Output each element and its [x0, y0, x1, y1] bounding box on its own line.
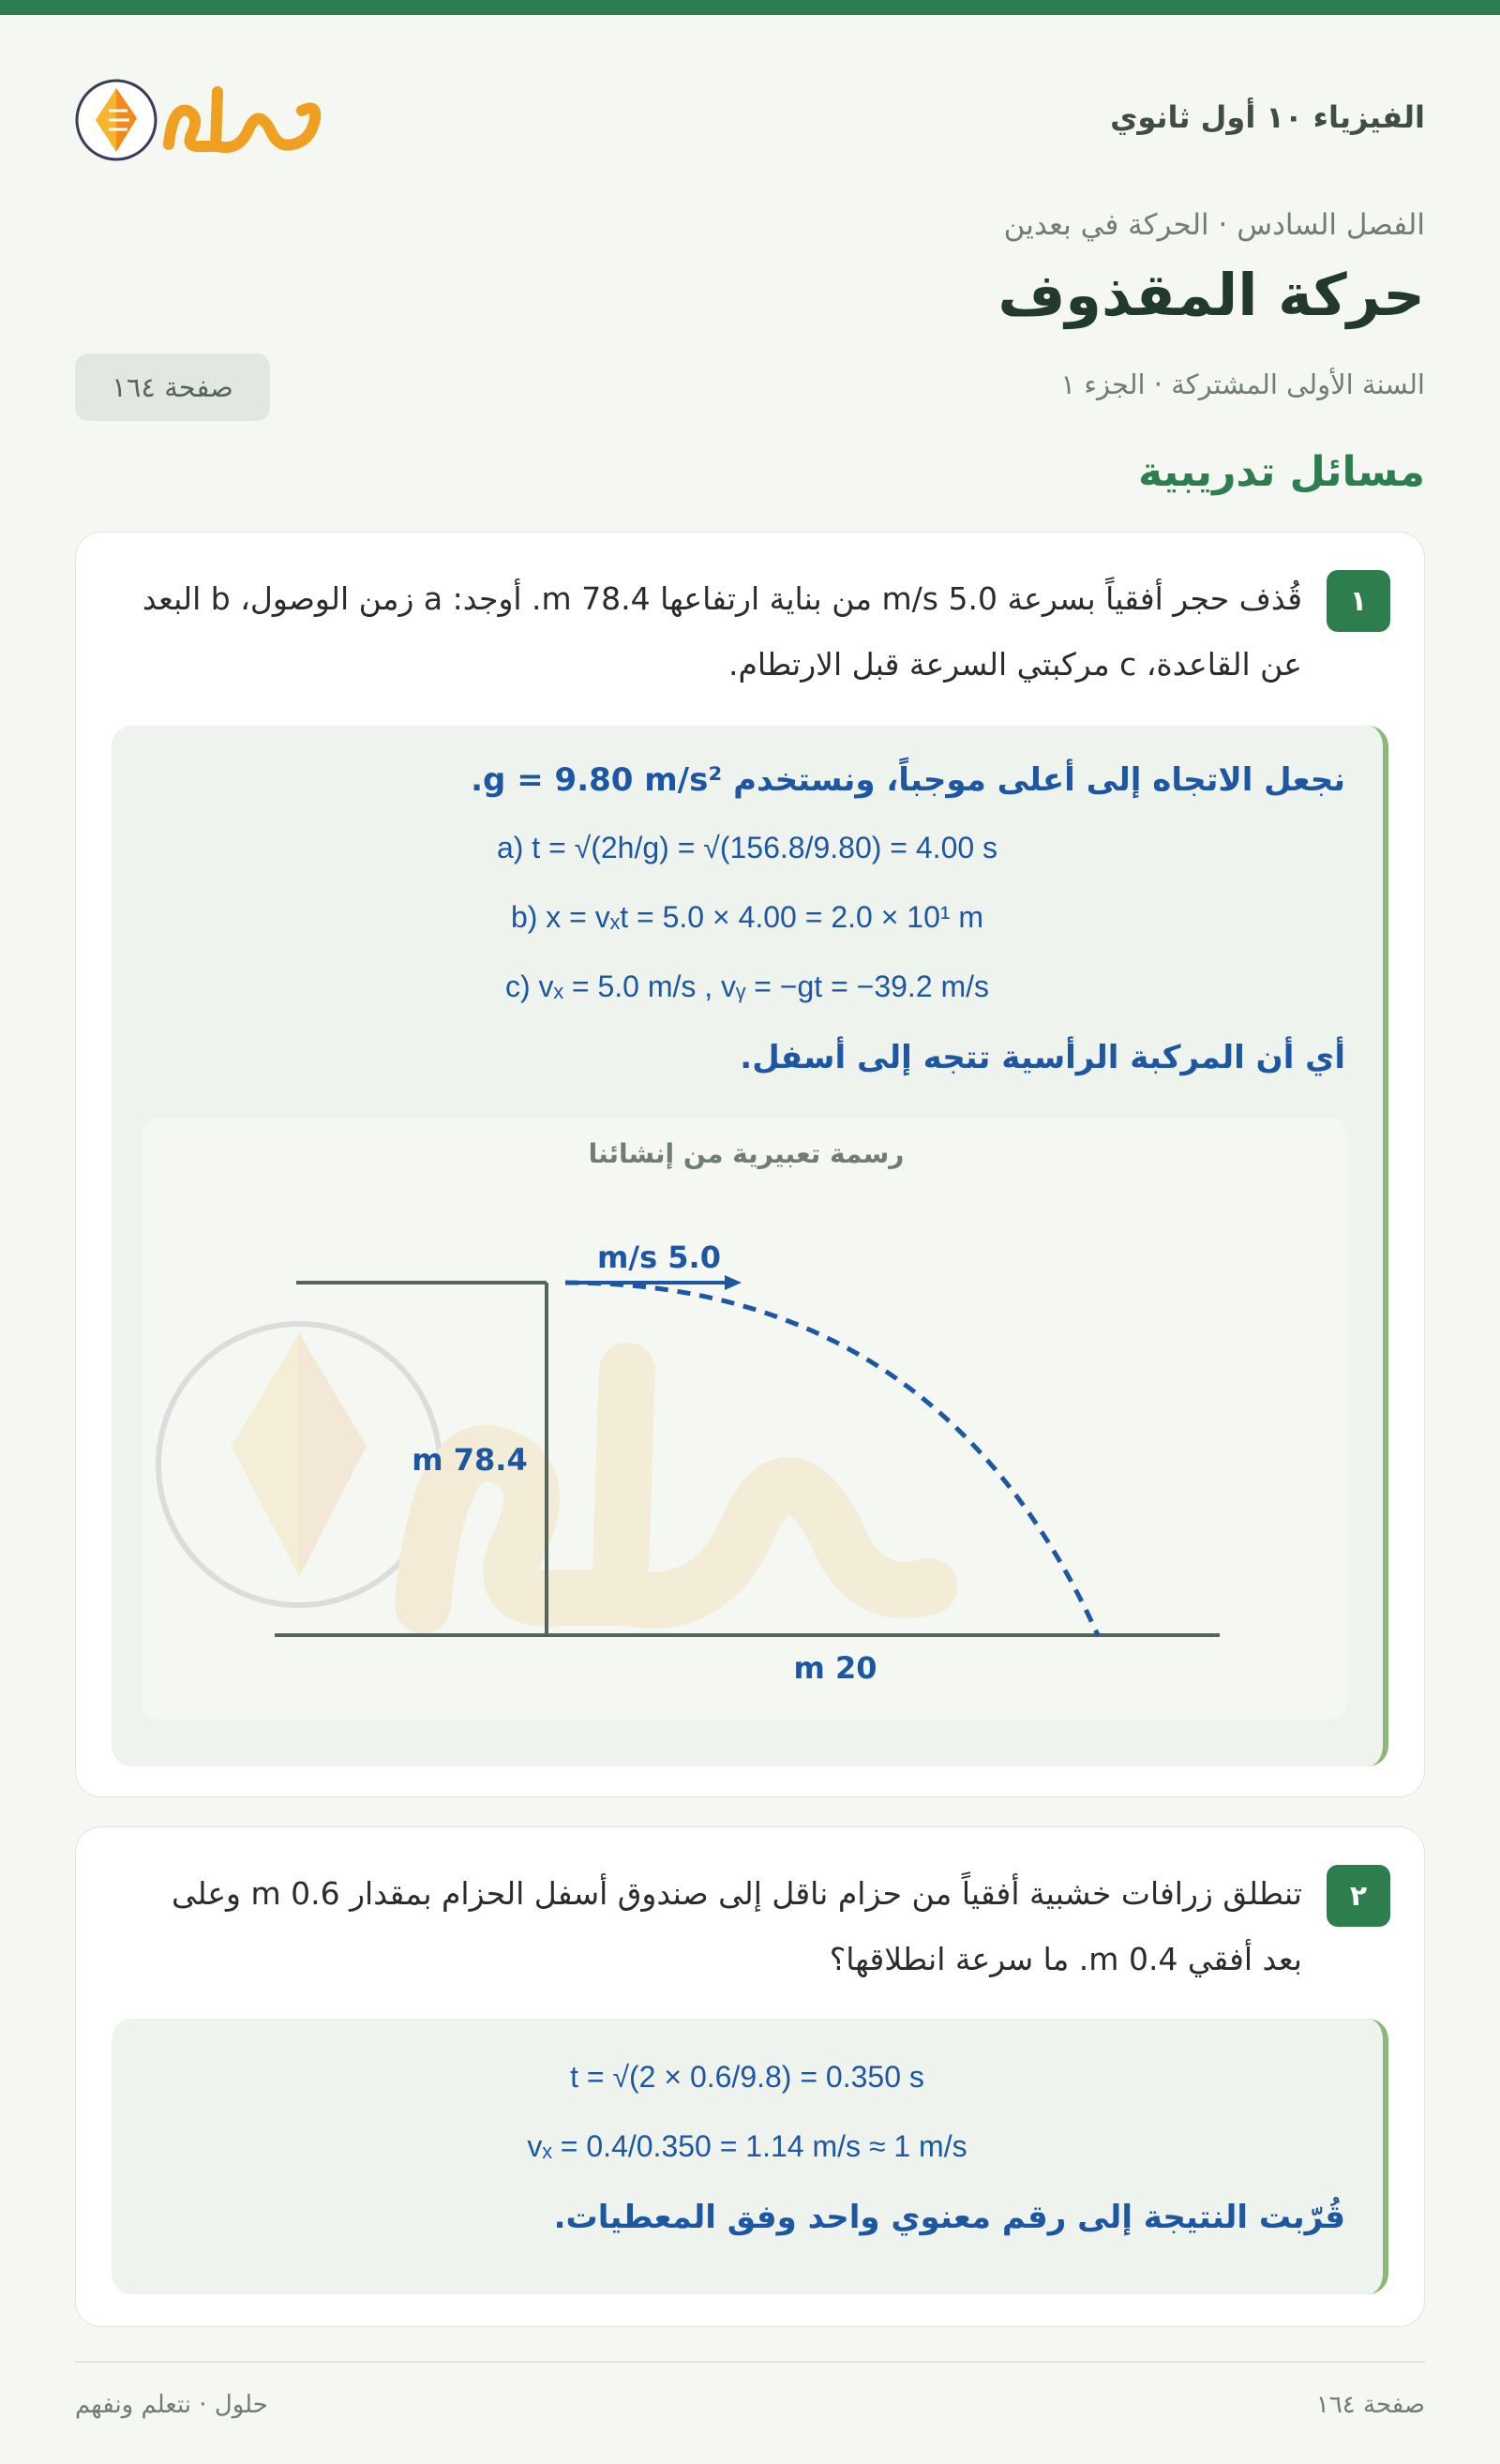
- solution-box: [112, 2019, 1388, 2294]
- footer-brand: حلول · نتعلم ونفهم: [75, 2391, 268, 2419]
- solution-note: قُرّبت النتيجة إلى رقم معنوي واحد وفق المعطيات.: [553, 2199, 1345, 2236]
- top-accent-bar: [0, 0, 1500, 15]
- solution-box: [112, 726, 1388, 1766]
- height-label: 78.4 m: [412, 1442, 528, 1478]
- equation-time: t = √(2 × 0.6/9.8) = 0.350 s: [570, 2060, 924, 2094]
- footer-page-number: صفحة ١٦٤: [1315, 2391, 1425, 2419]
- equation-velocity: vₓ = 0.4/0.350 = 1.14 m/s ≈ 1 m/s: [527, 2129, 968, 2163]
- problem-number-badge: ٢: [1327, 1865, 1390, 1927]
- equation-c: c) vₓ = 5.0 m/s , vᵧ = −gt = −39.2 m/s: [504, 969, 990, 1003]
- solution-conclusion: أي أن المركبة الرأسية تتجه إلى أسفل.: [740, 1039, 1345, 1076]
- section-title: مسائل تدريبية: [1137, 448, 1425, 496]
- problem-card-1: [75, 532, 1425, 1797]
- hulul-logo[interactable]: [75, 54, 338, 186]
- problem-text: قُذف حجر أفقياً بسرعة 5.0 m/s من بناية ارتفاعها 78.4 m. أوجد: a زمن الوصول، b البعد عن القاعدة، c مركبتي السرعة قبل الارتطام.: [142, 580, 1302, 683]
- problem-number-badge: ١: [1327, 570, 1390, 632]
- footer-divider: [75, 2361, 1425, 2363]
- projectile-diagram: [142, 1118, 1347, 1720]
- watermark-logo: [158, 1324, 929, 1605]
- page-header: [75, 54, 1425, 186]
- problem-text: تنطلق زرافات خشبية أفقياً من حزام ناقل إلى صندوق أسفل الحزام بمقدار 0.6 m وعلى بعد أفقي 0.4 m. ما سرعة انطلاقها؟: [171, 1875, 1302, 1977]
- distance-label: 20 m: [793, 1650, 878, 1686]
- page-number-badge: صفحة ١٦٤: [75, 353, 270, 421]
- problem-card-2: [75, 1826, 1425, 2327]
- diagram-caption: رسمة تعبيرية من إنشائنا: [588, 1138, 905, 1169]
- solution-intro: نجعل الاتجاه إلى أعلى موجباً، ونستخدم g = 9.80 m/s².: [471, 761, 1345, 799]
- chapter-breadcrumb: الفصل السادس · الحركة في بعدين: [1003, 208, 1425, 242]
- lesson-meta: السنة الأولى المشتركة · الجزء ١: [1060, 368, 1425, 400]
- equation-b: b) x = vₓt = 5.0 × 4.00 = 2.0 × 10¹ m: [510, 900, 984, 934]
- equation-a: a) t = √(2h/g) = √(156.8/9.80) = 4.00 s: [496, 831, 998, 864]
- lesson-title: حركة المقذوف: [998, 261, 1425, 329]
- course-name: الفيزياء ١٠ أول ثانوي: [1110, 99, 1425, 135]
- velocity-label: 5.0 m/s: [597, 1240, 721, 1275]
